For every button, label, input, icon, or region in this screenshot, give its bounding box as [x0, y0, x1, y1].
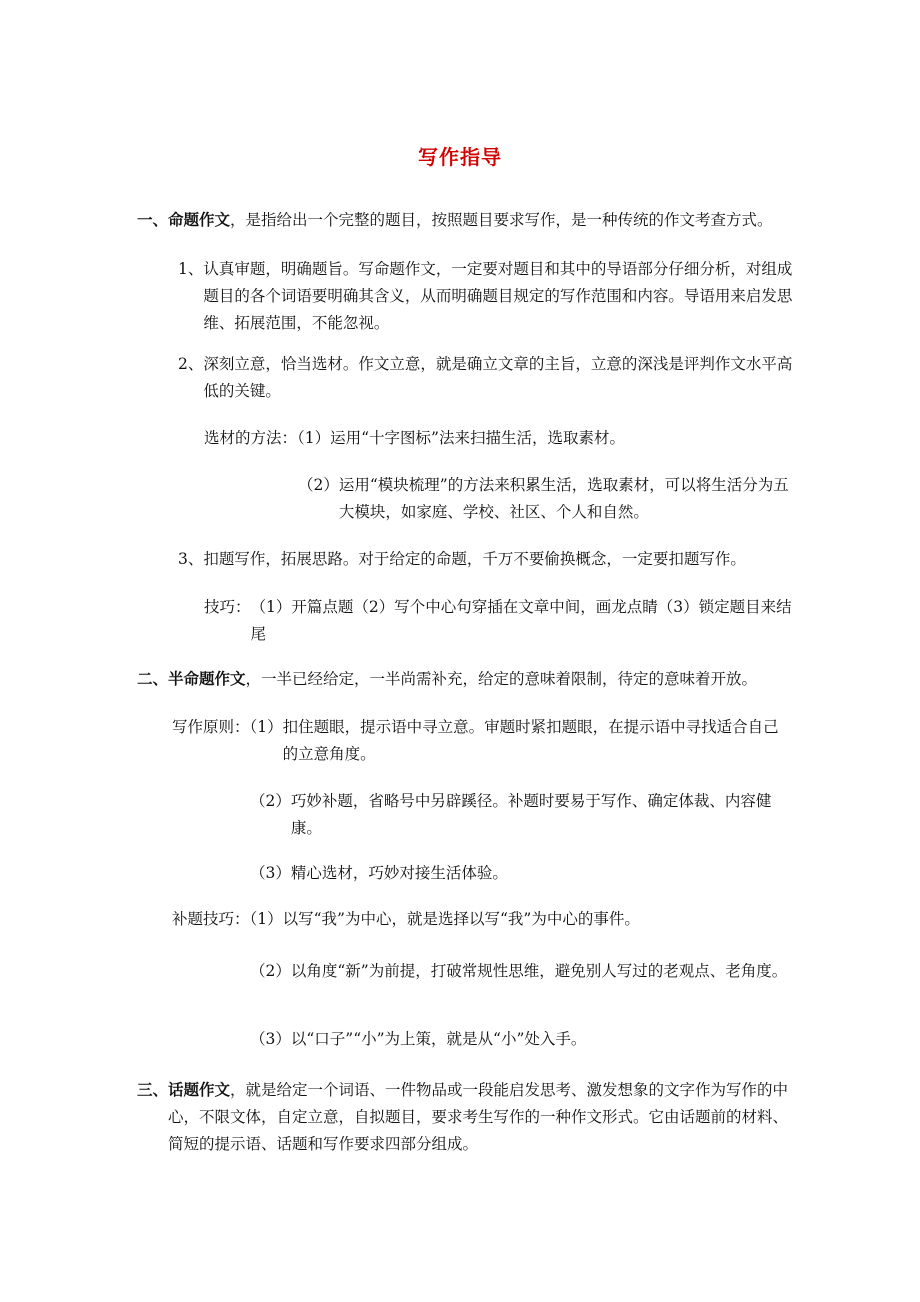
fill-skill-1: （1）以写“我”为中心，就是选择以写“我”为中心的事件。: [249, 910, 640, 928]
section1-item3: [178, 546, 794, 573]
selection-method-2-text: 运用“模块梳理”的方法来积累生活，选取素材，可以将生活分为五大模块，如家庭、学校、社区、个人和自然。: [338, 476, 789, 521]
page-title: 写作指导: [418, 145, 502, 169]
section1-item2: [178, 351, 794, 405]
section1-heading-label: 一、命题作文: [137, 210, 231, 229]
section3-number: 三、: [137, 1080, 169, 1099]
section1-item2-number: 2、: [178, 355, 204, 373]
writing-principle-2-number: （2）: [250, 792, 291, 810]
section2-heading-label: 二、半命题作文: [137, 669, 246, 688]
fill-skills-line1: [172, 906, 792, 933]
section1-skills-text: （1）开篇点题（2）写个中心句穿插在文章中间，画龙点睛（3）锁定题目来结尾: [250, 598, 792, 643]
selection-method-1: （1）运用“十字图标”法来扫描生活，选取素材。: [297, 429, 625, 447]
fill-skill-2-number: （2）: [250, 962, 291, 980]
writing-principle-1: [172, 714, 792, 768]
fill-skills-label: 补题技巧：: [172, 910, 250, 928]
section2-heading-text: ，一半已经给定，一半尚需补充，给定的意味着限制，待定的意味着开放。: [245, 670, 758, 688]
section3: [137, 1076, 797, 1158]
fill-skill-3: （3）以“口子”“小”为上策，就是从“小”处入手。: [250, 1030, 587, 1048]
writing-principle-1-text: 扣住题眼，提示语中寻立意。审题时紧扣题眼，在提示语中寻找适合自己的立意角度。: [282, 718, 779, 763]
section1-item3-text: 扣题写作，拓展思路。对于给定的命题，千万不要偷换概念，一定要扣题写作。: [203, 550, 746, 568]
section3-heading-label: 话题作文: [168, 1080, 231, 1099]
selection-method-2: [298, 472, 794, 526]
section1-skills-label: 技巧：: [204, 598, 251, 616]
writing-principle-label: 写作原则：（1）: [172, 718, 283, 736]
selection-method-2-number: （2）: [298, 476, 339, 494]
writing-principle-3: （3）精心选材，巧妙对接生活体验。: [250, 864, 508, 882]
section1-item2-text: 深刻立意，恰当选材。作文立意，就是确立文章的主旨，立意的深浅是评判作文水平高低的关键。: [203, 355, 793, 400]
section1-heading: [137, 206, 797, 234]
section1-item1: [178, 256, 794, 337]
section1-item1-text: 认真审题，明确题旨。写命题作文，一定要对题目和其中的导语部分仔细分析，对组成题目的各个词语要明确其含义，从而明确题目规定的写作范围和内容。导语用来启发思维、拓展范围，不能忽视。: [203, 260, 793, 332]
section3-body: [168, 1076, 797, 1158]
selection-method-label: 选材的方法：: [204, 429, 298, 447]
fill-skill-2-text: 以角度“新”为前提，打破常规性思维，避免别人写过的老观点、老角度。: [290, 962, 788, 980]
section1-skills: [204, 594, 794, 648]
section1-heading-text: ，是指给出一个完整的题目，按照题目要求写作，是一种传统的作文考查方式。: [230, 211, 773, 229]
writing-principle-2: [250, 788, 794, 842]
selection-method-line1: [204, 425, 794, 452]
writing-principle-2-text: 巧妙补题，省略号中另辟蹊径。补题时要易于写作、确定体裁、内容健康。: [290, 792, 772, 837]
fill-skill-2: [250, 958, 794, 985]
section2-heading: [137, 665, 797, 693]
section3-heading-text: ，就是给定一个词语、一件物品或一段能启发思考、激发想象的文字作为写作的中心，不限文体，自定立意，自拟题目，要求考生写作的一种作文形式。它由话题前的材料、简短的提示语、话题和写作要求四部分组成。: [168, 1081, 789, 1153]
section1-item1-number: 1、: [178, 260, 204, 278]
section1-item3-number: 3、: [178, 550, 204, 568]
